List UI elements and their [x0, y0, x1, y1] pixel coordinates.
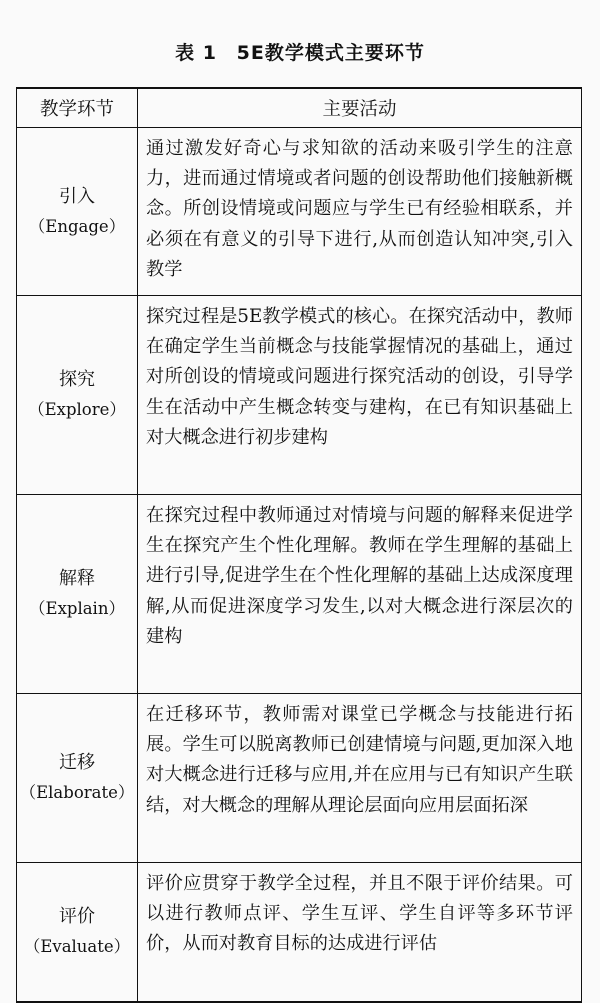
table-row: [17, 296, 582, 495]
stage-name: 引入: [59, 185, 95, 207]
header-activity: 主要活动: [138, 88, 582, 128]
table-header-row: [17, 88, 582, 128]
stage-english: （Evaluate）: [23, 937, 131, 956]
table-row: [17, 863, 582, 1003]
table-title: 5E教学模式主要环节: [236, 42, 425, 64]
stage-cell: [17, 694, 138, 863]
activity-cell: 在探究过程中教师通过对情境与问题的解释来促进学生在探究产生个性化理解。教师在学生理解的基础上进行引导,促进学生在个性化理解的基础上达成深度理解,从而促进深度学习发生,以对大概念进行深层次的建构: [138, 495, 582, 694]
header-stage: 教学环节: [17, 88, 138, 128]
stage-english: （Engage）: [28, 216, 126, 236]
stage-cell: [17, 296, 138, 495]
stage-name: 评价: [59, 906, 95, 927]
table-row: [17, 495, 582, 694]
stage-cell: [17, 863, 138, 1003]
table-row: [17, 128, 582, 296]
activity-cell: 在迁移环节，教师需对课堂已学概念与技能进行拓展。学生可以脱离教师已创建情境与问题,更加深入地对大概念进行迁移与应用,并在应用与已有知识产生联结，对大概念的理解从理论层面向应用层面拓深: [138, 694, 582, 863]
table-number: 表 1: [175, 42, 217, 64]
5e-model-table: [16, 87, 582, 1003]
table-caption: [0, 38, 600, 65]
table-row: [17, 694, 582, 863]
activity-cell: 探究过程是5E教学模式的核心。在探究活动中，教师在确定学生当前概念与技能掌握情况的基础上，通过对所创设的情境或问题进行探究活动的创设，引导学生在活动中产生概念转变与建构，在已有知识基础上对大概念进行初步建构: [138, 296, 582, 495]
activity-cell: 评价应贯穿于教学全过程，并且不限于评价结果。可以进行教师点评、学生互评、学生自评等多环节评价，从而对教育目标的达成进行评估: [138, 863, 582, 1003]
stage-name: 探究: [59, 369, 95, 390]
stage-name: 迁移: [59, 752, 95, 773]
stage-english: （Explain）: [29, 599, 125, 618]
stage-english: （Elaborate）: [19, 783, 135, 802]
stage-english: （Explore）: [28, 400, 126, 419]
stage-name: 解释: [59, 568, 95, 589]
stage-cell: [17, 128, 138, 296]
activity-cell: 通过激发好奇心与求知欲的活动来吸引学生的注意力，进而通过情境或者问题的创设帮助他们接触新概念。所创设情境或问题应与学生已有经验相联系，并必须在有意义的引导下进行,从而创造认知冲突,引入教学: [138, 128, 582, 296]
stage-cell: [17, 495, 138, 694]
